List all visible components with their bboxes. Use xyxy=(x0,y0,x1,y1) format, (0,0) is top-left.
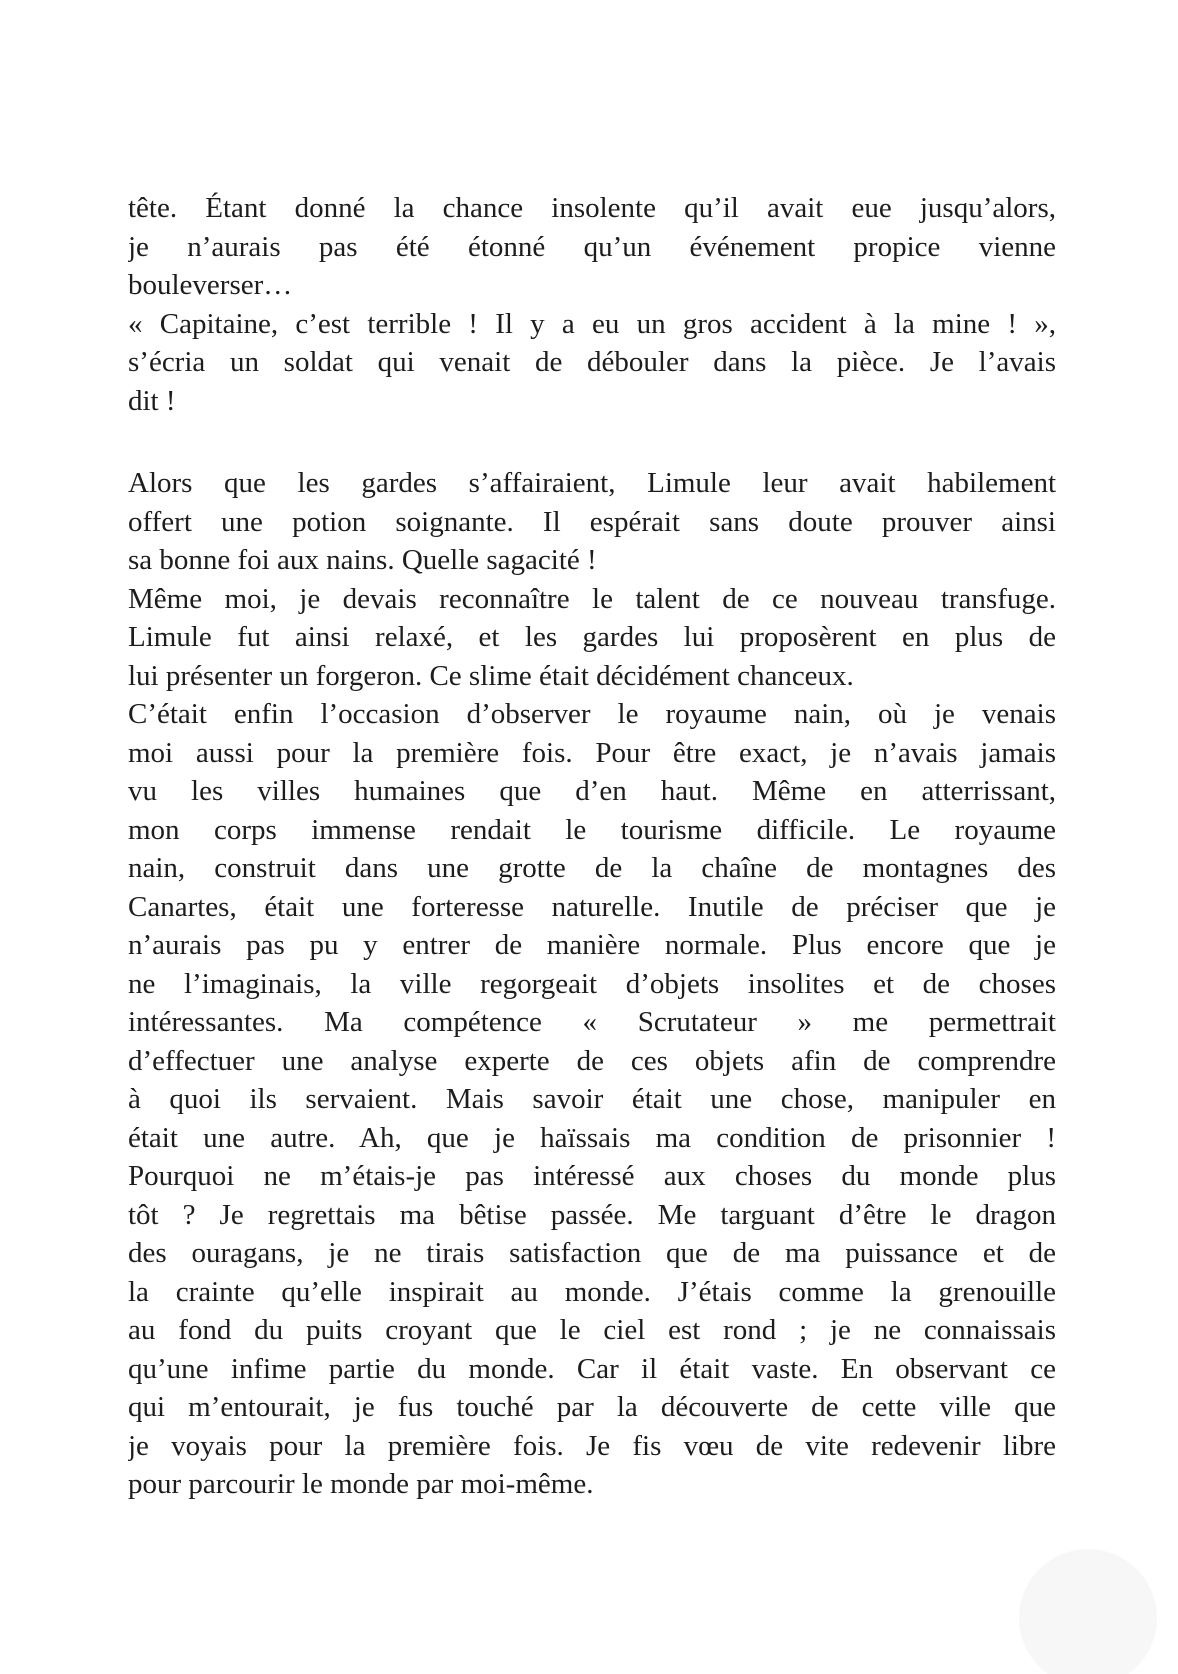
text-line: qui m’entourait, je fus touché par la découverte de cette ville que xyxy=(128,1391,1056,1423)
text-line: Pourquoi ne m’étais-je pas intéressé aux choses du monde plus xyxy=(128,1160,1056,1192)
text-line: d’effectuer une analyse experte de ces objets afin de comprendre xyxy=(128,1044,1056,1077)
text-line: n’aurais pas pu y entrer de manière normale. Plus encore que je xyxy=(128,929,1056,961)
text-line: dit ! xyxy=(128,384,176,417)
text-line: Canartes, était une forteresse naturelle. Inutile de préciser que je xyxy=(128,890,1056,923)
text-line: C’était enfin l’occasion d’observer le royaume nain, où je venais xyxy=(128,698,1056,730)
text-line: Alors que les gardes s’affairaient, Limule leur avait habilement xyxy=(128,467,1056,499)
text-line: je n’aurais pas été étonné qu’un événement propice vienne xyxy=(128,230,1056,263)
text-line: Limule fut ainsi relaxé, et les gardes lui proposèrent en plus de xyxy=(128,621,1056,653)
text-line: Même moi, je devais reconnaître le talent de ce nouveau transfuge. xyxy=(128,582,1056,615)
text-line: moi aussi pour la première fois. Pour être exact, je n’avais jamais xyxy=(128,736,1056,769)
text-line: à quoi ils servaient. Mais savoir était une chose, manipuler en xyxy=(128,1083,1056,1115)
text-line: vu les villes humaines que d’en haut. Même en atterrissant, xyxy=(128,775,1056,807)
text-line: pour parcourir le monde par moi-même. xyxy=(128,1468,594,1500)
text-line: au fond du puits croyant que le ciel est rond ; je ne connaissais xyxy=(128,1314,1056,1346)
text-line: je voyais pour la première fois. Je fis vœu de vite redevenir libre xyxy=(128,1429,1056,1462)
text-line: tête. Étant donné la chance insolente qu’il avait eue jusqu’alors, xyxy=(128,192,1056,224)
text-line: qu’une infime partie du monde. Car il était vaste. En observant ce xyxy=(128,1352,1056,1385)
text-line: la crainte qu’elle inspirait au monde. J’étais comme la grenouille xyxy=(128,1275,1056,1308)
paragraph-block xyxy=(128,189,1056,420)
text-line: était une autre. Ah, que je haïssais ma condition de prisonnier ! xyxy=(128,1121,1056,1154)
text-line: lui présenter un forgeron. Ce slime était décidément chanceux. xyxy=(128,659,854,692)
text-line: sa bonne foi aux nains. Quelle sagacité ! xyxy=(128,544,597,576)
text-line: s’écria un soldat qui venait de débouler dans la pièce. Je l’avais xyxy=(128,346,1056,378)
text-line: mon corps immense rendait le tourisme difficile. Le royaume xyxy=(128,813,1056,846)
text-line: bouleverser… xyxy=(128,269,293,301)
text-line: intéressantes. Ma compétence « Scrutateur » me permettrait xyxy=(128,1006,1056,1038)
text-line: ne l’imaginais, la ville regorgeait d’objets insolites et de choses xyxy=(128,967,1056,1000)
text-line: nain, construit dans une grotte de la chaîne de montagnes des xyxy=(128,852,1056,884)
text-line: « Capitaine, c’est terrible ! Il y a eu un gros accident à la mine ! », xyxy=(128,307,1056,340)
text-line: offert une potion soignante. Il espérait sans doute prouver ainsi xyxy=(128,505,1056,538)
paragraph-block xyxy=(128,464,1056,1504)
text-line: des ouragans, je ne tirais satisfaction que de ma puissance et de xyxy=(128,1237,1056,1269)
page-text xyxy=(128,189,1056,1504)
page-corner-watermark xyxy=(1019,1549,1157,1674)
text-line: tôt ? Je regrettais ma bêtise passée. Me targuant d’être le dragon xyxy=(128,1198,1056,1231)
